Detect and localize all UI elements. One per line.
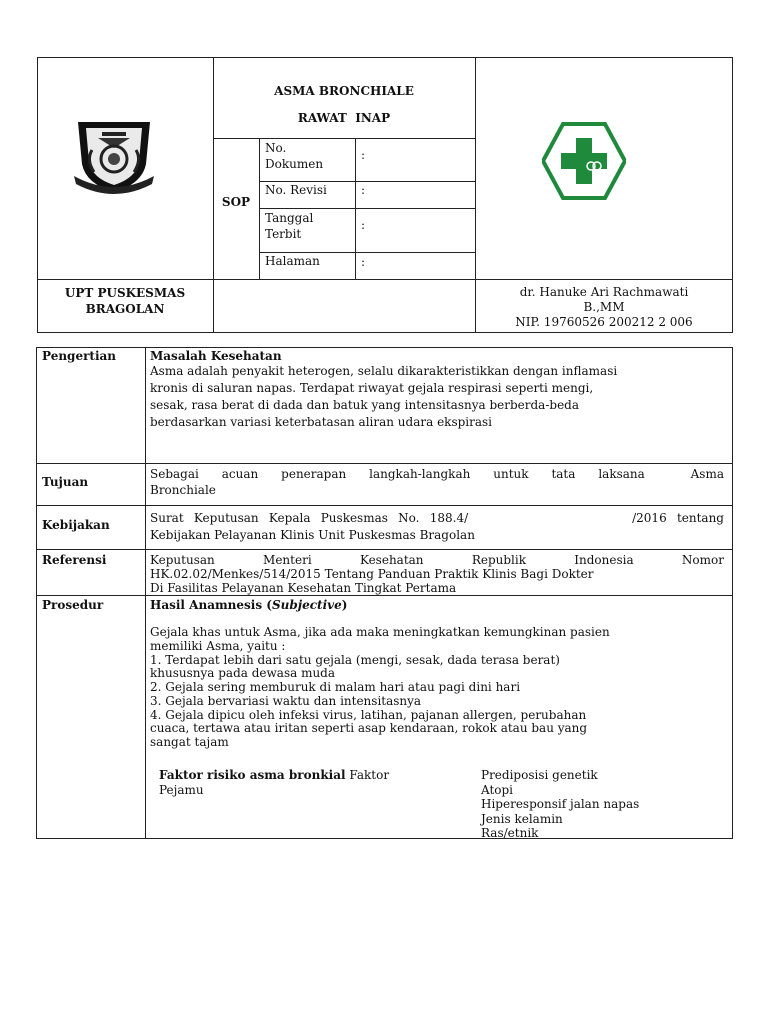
regional-emblem-logo bbox=[72, 114, 156, 196]
field-label-halaman: Halaman bbox=[265, 254, 320, 268]
pengertian-heading: Masalah Kesehatan bbox=[150, 349, 282, 363]
section-label-kebijakan: Kebijakan bbox=[42, 518, 110, 532]
field-value-tanggal-terbit: : bbox=[361, 218, 366, 232]
field-label-no-dokumen: No. Dokumen bbox=[265, 141, 324, 171]
kebijakan-text: Surat Keputusan Kepala Puskesmas No. 188.4/ /2016 tentang Kebijakan Pelayanan Klinis Unit Puskesmas Bragolan bbox=[150, 511, 724, 542]
section-label-prosedur: Prosedur bbox=[42, 598, 104, 612]
list-item: Ras/etnik bbox=[481, 826, 539, 840]
header-divider bbox=[259, 181, 475, 182]
prosedur-text: Gejala khas untuk Asma, jika ada maka meningkatkan kemungkinan pasien memiliki Asma, yaitu : 1. Terdapat lebih dari satu gejala (mengi, sesak, dada terasa berat) khususnya pada dewasa muda 2. Gejala sering memburuk di malam hari atau pagi dini hari 3. Gejala bervariasi waktu dan intensitasnya 4. Gejala dipicu oleh infeksi virus, latihan, pajanan allergen, perubahan cuaca, tertawa atau iritan seperti asap kendaraan, rokok atau bau yang sangat tajam bbox=[150, 625, 610, 749]
risk-factor-label: Faktor risiko asma bronkial Faktor Pejamu bbox=[159, 768, 390, 797]
sop-label: SOP bbox=[221, 195, 251, 209]
list-item: Atopi bbox=[481, 782, 514, 797]
section-label-tujuan: Tujuan bbox=[42, 475, 89, 489]
list-item: Hiperesponsif jalan napas bbox=[481, 797, 640, 811]
section-label-pengertian: Pengertian bbox=[42, 349, 117, 363]
field-value-no-dokumen: : bbox=[361, 148, 366, 162]
field-label-no-revisi: No. Revisi bbox=[265, 183, 327, 197]
content-divider bbox=[36, 595, 733, 596]
pengertian-text: Asma adalah penyakit heterogen, selalu dikarakteristikkan dengan inflamasi kronis di saluran napas. Terdapat riwayat gejala respirasi seperti mengi, sesak, rasa berat di dada dan batuk yang intensitasnya berberda-beda berdasarkan variasi keterbatasan aliran udara ekspirasi bbox=[150, 364, 618, 429]
content-divider bbox=[36, 549, 733, 550]
section-label-referensi: Referensi bbox=[42, 553, 107, 567]
field-label-tanggal-terbit: Tanggal Terbit bbox=[265, 211, 314, 241]
risk-factor-list bbox=[481, 768, 639, 841]
organization-name: UPT PUSKESMAS BRAGOLAN bbox=[64, 286, 186, 316]
field-value-no-revisi: : bbox=[361, 183, 366, 197]
header-divider bbox=[213, 138, 475, 139]
tujuan-text: Sebagai acuan penerapan langkah-langkah untuk tata laksana Asma Bronchiale bbox=[150, 467, 724, 497]
puskesmas-logo bbox=[542, 122, 626, 200]
referensi-text: Keputusan Menteri Kesehatan Republik Indonesia Nomor HK.02.02/Menkes/514/2015 Tentang Panduan Praktik Klinis Bagi Dokter Di Fasilitas Pelayanan Kesehatan Tingkat Pertama bbox=[150, 553, 724, 595]
content-divider bbox=[36, 505, 733, 506]
content-divider bbox=[145, 347, 146, 839]
document-subtitle: RAWAT INAP bbox=[297, 111, 391, 125]
header-divider bbox=[37, 279, 733, 280]
list-item: Prediposisi genetik bbox=[481, 768, 598, 782]
content-divider bbox=[36, 463, 733, 464]
header-divider bbox=[259, 208, 475, 209]
signer-block: dr. Hanuke Ari Rachmawati B.,MM NIP. 19760526 200212 2 006 bbox=[515, 285, 693, 329]
field-value-halaman: : bbox=[361, 255, 366, 269]
list-item: Jenis kelamin bbox=[481, 811, 563, 826]
prosedur-heading: Hasil Anamnesis (Subjective) bbox=[150, 598, 348, 612]
document-title: ASMA BRONCHIALE bbox=[274, 84, 414, 98]
header-divider bbox=[259, 252, 475, 253]
